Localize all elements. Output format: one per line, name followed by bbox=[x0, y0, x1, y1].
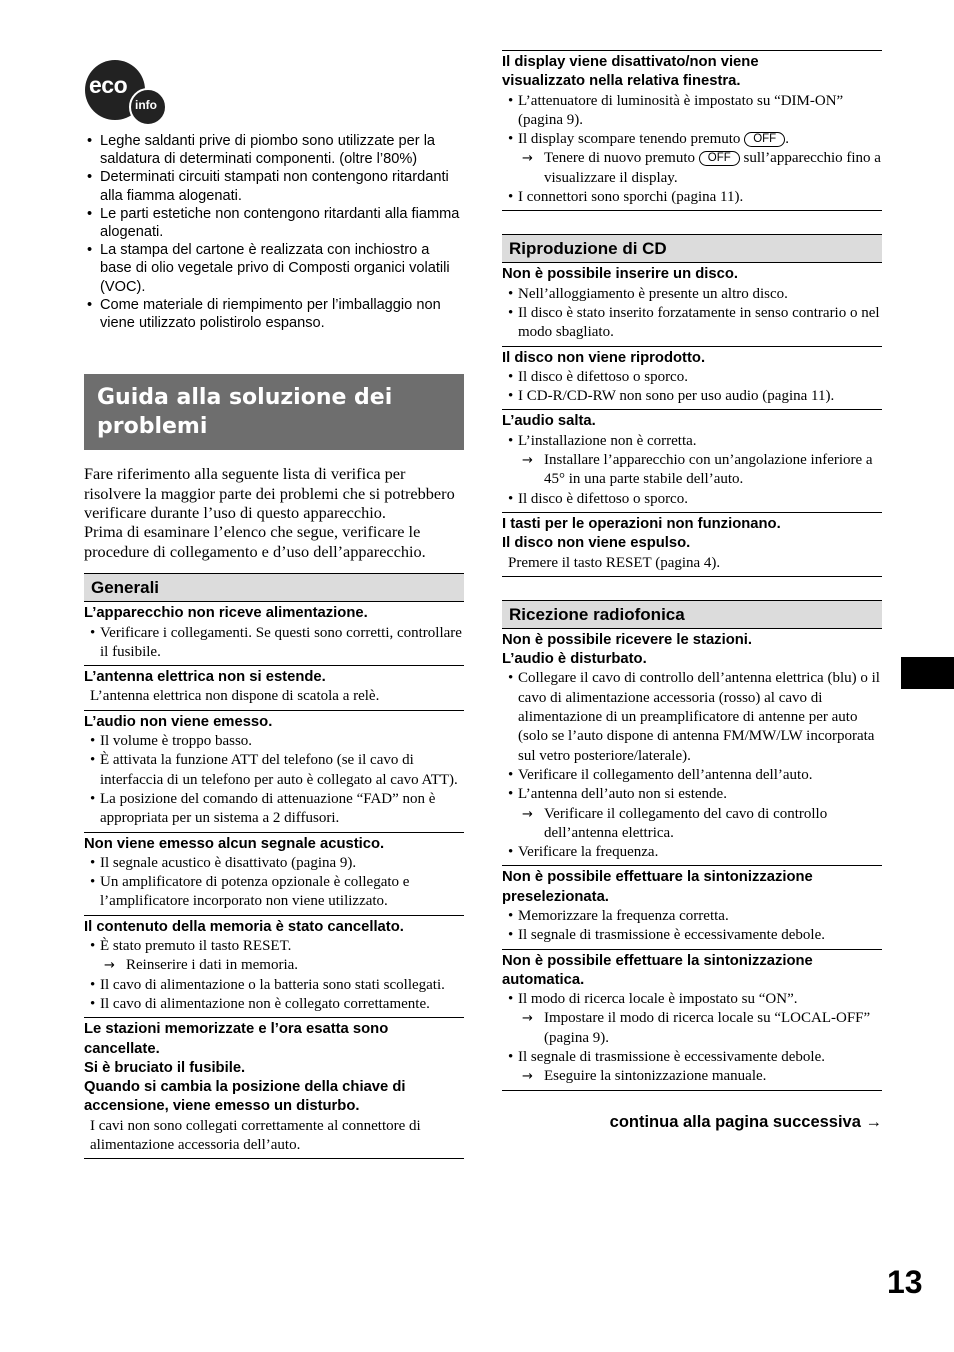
cause-item: • Collegare il cavo di controllo dell’antenna elettrica (blu) o il cavo di alimentazione accessoria (rosso) al cavo di alimentazione di un preamplificatore di antenne per auto (solo se l’auto dispone di antenna FM/MW/LW incorporata sul vetro posteriore/laterale). bbox=[502, 669, 882, 765]
problem-heading: L’antenna elettrica non si estende. bbox=[84, 669, 326, 686]
problem-heading: Il contenuto della memoria è stato cancellato. bbox=[84, 918, 404, 935]
intro-text bbox=[84, 464, 464, 561]
cause-item: • Il segnale di trasmissione è eccessivamente debole. bbox=[502, 1048, 882, 1067]
eco-item: • La stampa del cartone è realizzata con inchiostro a base di olio vegetale privo di Composti organici volatili (VOC). bbox=[84, 241, 464, 296]
cause-item: • Il cavo di alimentazione non è collegato correttamente. bbox=[84, 995, 464, 1014]
eco-info-logo: eco info bbox=[85, 58, 163, 124]
cause-item: • Un amplificatore di potenza opzionale è collegato e l’amplificatore incorporato non viene utilizzato. bbox=[84, 873, 464, 912]
cause-item: • Verificare i collegamenti. Se questi sono corretti, controllare il fusibile. bbox=[84, 624, 464, 663]
problem-item bbox=[502, 513, 882, 577]
section-cd bbox=[502, 234, 882, 576]
problem-item bbox=[84, 602, 464, 666]
problem-item bbox=[502, 347, 882, 411]
cause-item: • I CD-R/CD-RW non sono per uso audio (pagina 11). bbox=[502, 387, 882, 406]
off-key: OFF bbox=[744, 132, 785, 147]
remedy-item: → Verificare il collegamento del cavo di controllo dell’antenna elettrica. bbox=[502, 805, 882, 844]
section-radio bbox=[502, 600, 882, 1091]
cause-item: • Nell’alloggiamento è presente un altro disco. bbox=[502, 285, 882, 304]
problem-heading: Non è possibile ricevere le stazioni. bbox=[502, 631, 752, 648]
cause-item: • È attivata la funzione ATT del telefono (se il cavo di interfaccia di un telefono per auto è collegato al cavo ATT). bbox=[84, 751, 464, 790]
cause-item: • L’installazione non è corretta. bbox=[502, 432, 882, 451]
problem-item bbox=[84, 1018, 464, 1159]
cause-item: • Il modo di ricerca locale è impostato su “ON”. bbox=[502, 990, 882, 1009]
cause-item: • Il segnale di trasmissione è eccessivamente debole. bbox=[502, 926, 882, 945]
cause-item: • I connettori sono sporchi (pagina 11). bbox=[502, 188, 882, 207]
intro-paragraph: Fare riferimento alla seguente lista di verifica per risolvere la maggior parte dei problemi che si potrebbero verificare durante l’uso di questo apparecchio. bbox=[84, 464, 455, 523]
right-column bbox=[502, 50, 882, 1132]
problem-heading: Quando si cambia la posizione della chiave di accensione, viene emesso un disturbo. bbox=[84, 1079, 406, 1115]
cause-item: • L’attenuatore di luminosità è impostato su “DIM-ON” (pagina 9). bbox=[502, 92, 882, 131]
cause-item: • Il cavo di alimentazione o la batteria sono stati scollegati. bbox=[84, 976, 464, 995]
cause-item: • Il segnale acustico è disattivato (pagina 9). bbox=[84, 854, 464, 873]
section-tab-marker bbox=[901, 657, 954, 689]
problem-heading: Le stazioni memorizzate e l’ora esatta sono cancellate. bbox=[84, 1021, 389, 1057]
problem-heading: L’audio salta. bbox=[502, 413, 596, 430]
cause-item: • L’antenna dell’auto non si estende. bbox=[502, 785, 882, 804]
problem-item bbox=[502, 629, 882, 867]
problem-item bbox=[502, 410, 882, 512]
intro-paragraph: Prima di esaminare l’elenco che segue, verificare le procedure di collegamento e d’uso dell’apparecchio. bbox=[84, 522, 426, 561]
remedy-item: → Impostare il modo di ricerca locale su “LOCAL-OFF” (pagina 9). bbox=[502, 1009, 882, 1048]
problem-item bbox=[84, 711, 464, 833]
section-heading: Generali bbox=[84, 573, 464, 602]
section-generali bbox=[84, 573, 464, 1159]
problem-heading: Non è possibile inserire un disco. bbox=[502, 266, 738, 283]
eco-item: • Le parti estetiche non contengono ritardanti alla fiamma alogenati. bbox=[84, 205, 464, 241]
remedy-item: → Reinserire i dati in memoria. bbox=[84, 956, 464, 975]
problem-heading: Il display viene disattivato/non viene bbox=[502, 54, 759, 70]
problem-heading: visualizzato nella relativa finestra. bbox=[502, 73, 741, 90]
remedy-text: Premere il tasto RESET (pagina 4). bbox=[508, 554, 721, 571]
cause-item: • Il display scompare tenendo premuto OFF . bbox=[502, 130, 882, 149]
problem-item bbox=[502, 263, 882, 346]
problem-heading: L’audio è disturbato. bbox=[502, 651, 647, 668]
problem-heading: Non viene emesso alcun segnale acustico. bbox=[84, 835, 385, 852]
left-column bbox=[84, 58, 464, 1159]
cause-item: • È stato premuto il tasto RESET. bbox=[84, 937, 464, 956]
problem-item bbox=[502, 950, 882, 1091]
cause-item: • Il disco è difettoso o sporco. bbox=[502, 490, 882, 509]
remedy-text: L’antenna elettrica non dispone di scatola a relè. bbox=[90, 688, 380, 705]
problem-item bbox=[84, 833, 464, 916]
problem-item bbox=[502, 866, 882, 949]
remedy-text: I cavi non sono collegati correttamente al connettore di alimentazione accessoria dell’auto. bbox=[90, 1117, 421, 1153]
problem-heading: L’apparecchio non riceve alimentazione. bbox=[84, 605, 368, 622]
eco-list bbox=[84, 132, 464, 332]
problem-heading: Si è bruciato il fusibile. bbox=[84, 1059, 246, 1076]
problem-heading: Non è possibile effettuare la sintonizzazione automatica. bbox=[502, 952, 813, 988]
page-title: Guida alla soluzione dei problemi bbox=[84, 374, 464, 450]
problem-heading: Il disco non viene espulso. bbox=[502, 535, 691, 552]
remedy-item: → Eseguire la sintonizzazione manuale. bbox=[502, 1067, 882, 1086]
problem-item bbox=[502, 50, 882, 211]
problem-heading: L’audio non viene emesso. bbox=[84, 713, 273, 730]
problem-heading: I tasti per le operazioni non funzionano. bbox=[502, 515, 781, 532]
cause-item: • Il disco è stato inserito forzatamente in senso contrario o nel modo sbagliato. bbox=[502, 304, 882, 343]
problem-heading: Non è possibile effettuare la sintonizzazione preselezionata. bbox=[502, 869, 813, 905]
cause-item: • Memorizzare la frequenza corretta. bbox=[502, 907, 882, 926]
eco-item: • Come materiale di riempimento per l’imballaggio non viene utilizzato polistirolo espanso. bbox=[84, 296, 464, 332]
eco-item: • Leghe saldanti prive di piombo sono utilizzate per la saldatura di determinati componenti. (oltre l’80%) bbox=[84, 132, 464, 168]
problem-item bbox=[84, 916, 464, 1018]
continue-next-page: continua alla pagina successiva → bbox=[609, 1112, 882, 1131]
problem-heading: Il disco non viene riprodotto. bbox=[502, 349, 706, 366]
problem-item bbox=[84, 666, 464, 711]
off-key: OFF bbox=[699, 151, 740, 166]
cause-item: • La posizione del comando di attenuazione “FAD” non è appropriata per un sistema a 2 diffusori. bbox=[84, 790, 464, 829]
eco-item: • Determinati circuiti stampati non contengono ritardanti alla fiamma alogenati. bbox=[84, 168, 464, 204]
cause-item: • Il disco è difettoso o sporco. bbox=[502, 368, 882, 387]
page-number: 13 bbox=[887, 1264, 923, 1300]
cause-item: • Verificare il collegamento dell’antenna dell’auto. bbox=[502, 766, 882, 785]
remedy-item: → Tenere di nuovo premuto OFF sull’apparecchio fino a visualizzare il display. bbox=[502, 149, 882, 188]
cause-item: • Il volume è troppo basso. bbox=[84, 732, 464, 751]
cause-item: • Verificare la frequenza. bbox=[502, 843, 882, 862]
section-heading: Riproduzione di CD bbox=[502, 234, 882, 263]
section-heading: Ricezione radiofonica bbox=[502, 600, 882, 629]
remedy-item: → Installare l’apparecchio con un’angolazione inferiore a 45° in una parte stabile dell’auto. bbox=[502, 451, 882, 490]
